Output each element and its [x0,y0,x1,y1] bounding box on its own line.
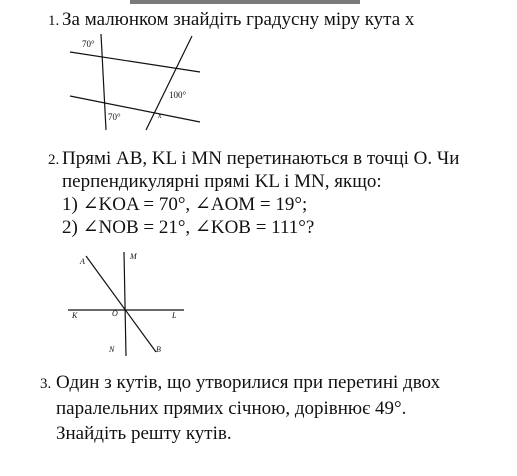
point-label-l: L [172,311,177,320]
problem-1-number: 1. [48,13,60,29]
problem-3-line-1: Один з кутів, що утворилися при перетині двох [56,372,441,393]
line-ab [86,256,156,352]
problem-2-number: 2. [48,152,60,168]
problem-2-line-2: перпендикулярні прямі KL і MN, якщо: [62,171,382,192]
cropped-header-strip [130,0,360,4]
point-label-m: M [130,252,137,261]
point-label-o: O [112,309,118,318]
point-label-n: N [109,345,115,354]
problem-1-text: За малюнком знайдіть градусну міру кута х [62,9,415,30]
upper-line [70,52,200,72]
problem-2-line-1: Прямі AB, KL і MN перетинаються в точці О. Чи [62,148,460,169]
intersecting-lines-figure [64,246,194,361]
point-label-k: K [72,311,78,320]
problem-2-case-2: 2) ∠NOB = 21°, ∠KOB = 111°? [62,217,315,238]
problem-3-number: 3. [40,376,52,392]
angle-label-top-left: 70° [82,39,95,49]
left-transversal [101,34,106,130]
line-mn [124,252,126,356]
point-label-b: B [156,345,161,354]
angle-label-bottom-left: 70° [108,112,121,122]
point-label-a: A [80,257,85,266]
problem-2-case-1: 1) ∠KOA = 70°, ∠AOM = 19°; [62,194,308,215]
problem-3-line-3: Знайдіть решту кутів. [56,423,232,444]
problem-3-line-2: паралельних прямих січною, дорівнює 49°. [56,398,407,419]
parallel-lines-figure [66,32,206,132]
angle-label-x: x [158,111,162,120]
angle-label-right: 100° [169,90,187,100]
